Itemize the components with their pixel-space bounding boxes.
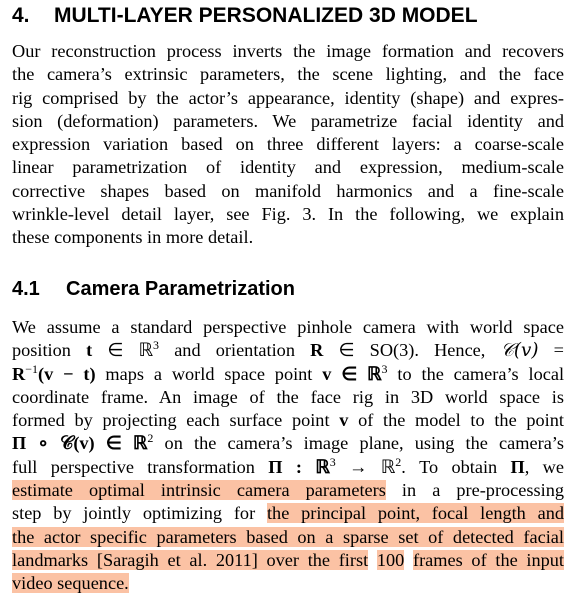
section-heading: [12, 4, 478, 28]
paragraph-line: full perspective transformation Π : ℝ$^3$ → ℝ$^2$. To obtain Π, we: [12, 454, 564, 477]
paragraph-line: the camera’s extrinsic parameters, the scene lighting, and the face: [12, 64, 564, 85]
highlight: the actor specific parameters based on a sparse set of detected facial: [12, 526, 564, 547]
section-number: 4.: [12, 4, 30, 27]
paragraph-line: corrective shapes based on manifold harmonics and a fine-scale: [12, 180, 564, 201]
subsection-heading: [12, 278, 295, 301]
paragraph-line: [12, 572, 564, 595]
section-title: MULTI-LAYER PERSONALIZED 3D MODEL: [54, 4, 478, 27]
paragraph-line: formed by projecting each surface point v of the model to the point: [12, 410, 564, 431]
paragraph-line: Π ∘ 𝒞(v) ∈ ℝ$^2$ on the camera’s image plane, using the camera’s: [12, 431, 564, 454]
paragraph-line: [12, 549, 564, 572]
paragraph-line: rig comprised by the actor’s appearance, identity (shape) and expres-: [12, 87, 564, 108]
paragraph-line: coordinate frame. An image of the face rig in 3D world space is: [12, 386, 564, 407]
highlight: frames of the input: [413, 549, 564, 570]
paragraph-line: linear parametrization of identity and expression, medium-scale: [12, 157, 564, 178]
paragraph-line: estimate optimal intrinsic camera parameters in a pre-processing: [12, 480, 564, 501]
paragraph-line: $R^{-1}(v - t)$ maps a world space point v ∈ ℝ$^3$ to the camera’s local: [12, 361, 565, 384]
subsection-number: 4.1: [12, 278, 40, 300]
paragraph-line: We assume a standard perspective pinhole camera with world space: [12, 317, 564, 337]
highlight: estimate optimal intrinsic camera parameters: [12, 480, 386, 501]
subsection-title: Camera Parametrization: [66, 278, 295, 300]
highlight: 100: [376, 549, 405, 570]
paragraph-line: these components in more detail.: [12, 227, 254, 248]
subsection-paragraph: [12, 316, 564, 596]
paragraph-line: step by jointly optimizing for the principal point, focal length and: [12, 503, 565, 524]
paragraph-line: wrinkle-level detail layer, see Fig. 3. In the following, we explain: [12, 204, 564, 225]
paragraph-line: [12, 526, 564, 549]
paragraph-line: Our reconstruction process inverts the image formation and recovers: [12, 41, 564, 61]
highlight: video sequence.: [12, 573, 129, 594]
paragraph-line: sion (deformation) parameters. We parametrize facial identity and: [12, 110, 564, 131]
highlight: landmarks [Saragih et al. 2011] over the first: [12, 549, 369, 570]
section-paragraph: [12, 40, 564, 250]
paragraph-line: position t ∈ ℝ$^3$ and orientation R ∈ SO(3). Hence, 𝒞(v) =: [12, 338, 564, 362]
paragraph-line: expression variation based on three different layers: a coarse-scale: [12, 134, 564, 155]
highlight: the principal point, focal length and: [266, 503, 565, 524]
